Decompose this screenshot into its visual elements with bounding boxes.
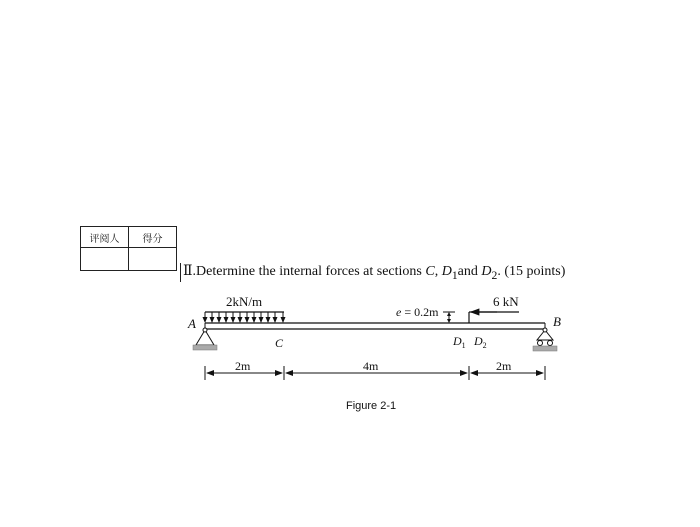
question-numeral: Ⅱ [183,264,193,279]
section-c-ref: C [425,264,435,279]
grader-header: 评阅人 [81,227,129,248]
section-d1-ref: D [441,264,452,279]
support-a-label: A [188,316,196,331]
dim-label-2: 4m [363,359,379,373]
question-text-2: and [457,264,482,279]
eccentricity-label: e = 0.2m [396,305,439,319]
support-b-label: B [553,314,561,329]
section-d1-label: $D_1$ [453,334,466,350]
eccentricity-value: = 0.2m [401,305,439,319]
section-d2-sub: 2 [491,268,498,282]
section-d2-ref: D [481,264,492,279]
dim-label-3: 2m [496,359,512,373]
section-d2-label: $D_2$ [474,334,487,350]
eccentricity-dimension [443,312,455,323]
pin-support-a [193,328,217,350]
point-load-label: 6 kN [493,294,519,309]
score-header: 得分 [129,227,177,248]
section-d1-sub: 1 [451,268,458,282]
dim-label-1: 2m [235,359,251,373]
distributed-load [205,312,284,322]
roller-support-b [533,328,557,351]
question-text-3: . (15 points) [497,264,566,279]
beam [205,323,545,329]
load-bracket [469,312,519,323]
figure-caption: Figure 2-1 [346,400,397,412]
question-text-1: .Determine the internal forces at sections [192,264,426,279]
distributed-load-label: 2kN/m [226,294,263,309]
question-sep: , [434,264,442,279]
section-c-label: C [275,336,284,350]
